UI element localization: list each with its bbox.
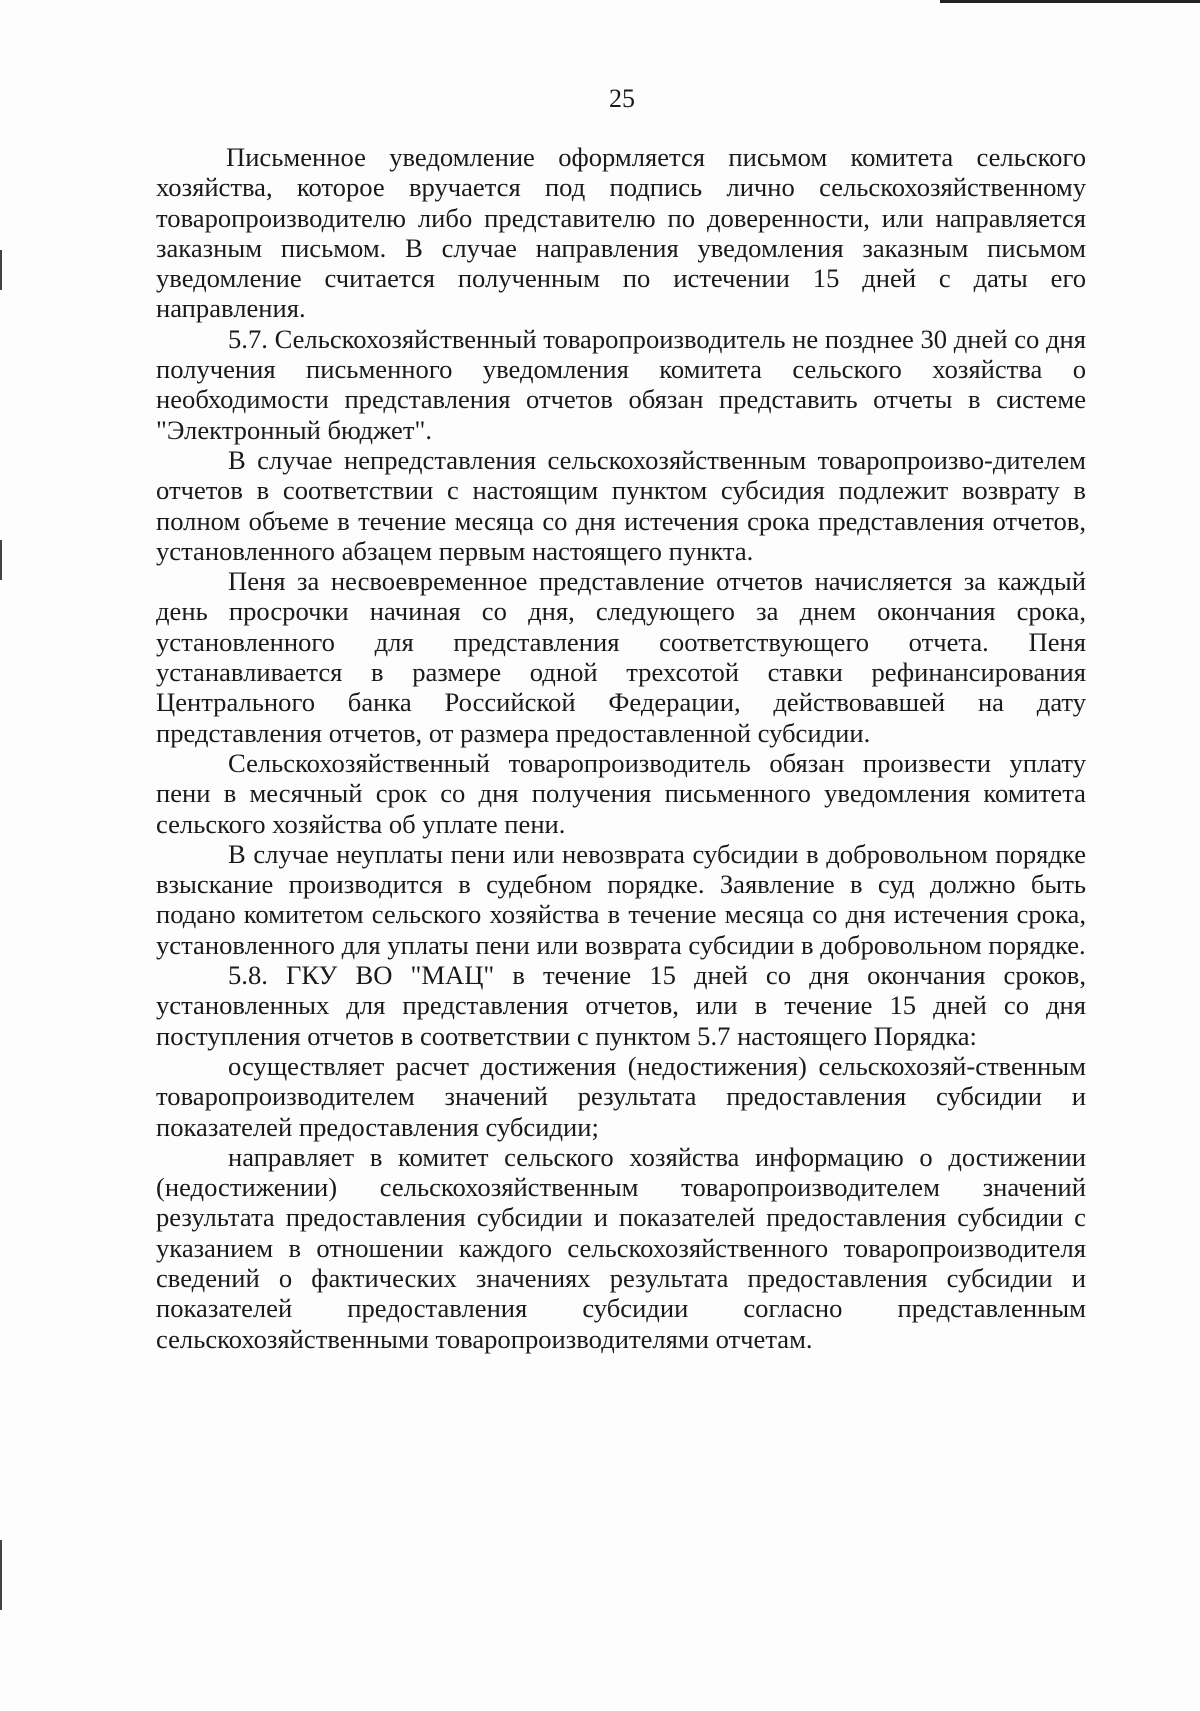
- page-number: 25: [609, 84, 635, 113]
- paragraph: Письменное уведомление оформляется письмом комитета сельского хозяйства, которое вручается под подпись лично сельскохозяйственному товаропроизводителю либо представителю по доверенности, или направляется заказным письмом. В случае направления уведомления заказным письмом уведомление считается полученным по истечении 15 дней с даты его направления.: [156, 142, 1086, 324]
- scan-edge-left-mark: [0, 540, 2, 580]
- paragraph: направляет в комитет сельского хозяйства информацию о достижении (недостижении) сельскохозяйственным товаропроизводителем значений результата предоставления субсидии и показателей предоставления субсидии с указанием в отношении каждого сельскохозяйственного товаропроизводителя сведений о фактических значениях результата предоставления субсидии и показателей предоставления субсидии согласно представленным сельскохозяйственными товаропроизводителями отчетам.: [156, 1141, 1086, 1354]
- paragraph: В случае неуплаты пени или невозврата субсидии в добровольном порядке взыскание производится в судебном порядке. Заявление в суд должно быть подано комитетом сельского хозяйства в течение месяца со дня истечения срока, установленного для уплаты пени или возврата субсидии в добровольном порядке.: [156, 838, 1086, 960]
- paragraph: 5.7. Сельскохозяйственный товаропроизводитель не позднее 30 дней со дня получения письменного уведомления комитета сельского хозяйства о необходимости представления отчетов обязан представить отчеты в системе "Электронный бюджет".: [156, 323, 1086, 445]
- document-body: [156, 142, 1086, 1354]
- paragraph: Пеня за несвоевременное представление отчетов начисляется за каждый день просрочки начиная со дня, следующего за днем окончания срока, установленного для представления соответствующего отчета. Пеня устанавливается в размере одной трехсотой ставки рефинансирования Центрального банка Российской Федерации, действовавшей на дату представления отчетов, от размера предоставленной субсидии.: [156, 566, 1086, 748]
- paragraph: В случае непредставления сельскохозяйственным товаропроизво-дителем отчетов в соответствии с настоящим пунктом субсидия подлежит возврату в полном объеме в течение месяца со дня истечения срока представления отчетов, установленного абзацем первым настоящего пункта.: [156, 444, 1086, 566]
- paragraph: Сельскохозяйственный товаропроизводитель обязан произвести уплату пени в месячный срок со дня получения письменного уведомления комитета сельского хозяйства об уплате пени.: [156, 747, 1086, 839]
- paragraph: осуществляет расчет достижения (недостижения) сельскохозяй-ственным товаропроизводителем значений результата предоставления субсидии и показателей предоставления субсидии;: [156, 1050, 1086, 1142]
- scan-edge-left-mark: [0, 1540, 2, 1610]
- scan-edge-left-mark: [0, 250, 2, 290]
- scan-edge-top: [940, 0, 1200, 3]
- paragraph: 5.8. ГКУ ВО "МАЦ" в течение 15 дней со дня окончания сроков, установленных для представления отчетов, или в течение 15 дней со дня поступления отчетов в соответствии с пунктом 5.7 настоящего Порядка:: [156, 960, 1086, 1051]
